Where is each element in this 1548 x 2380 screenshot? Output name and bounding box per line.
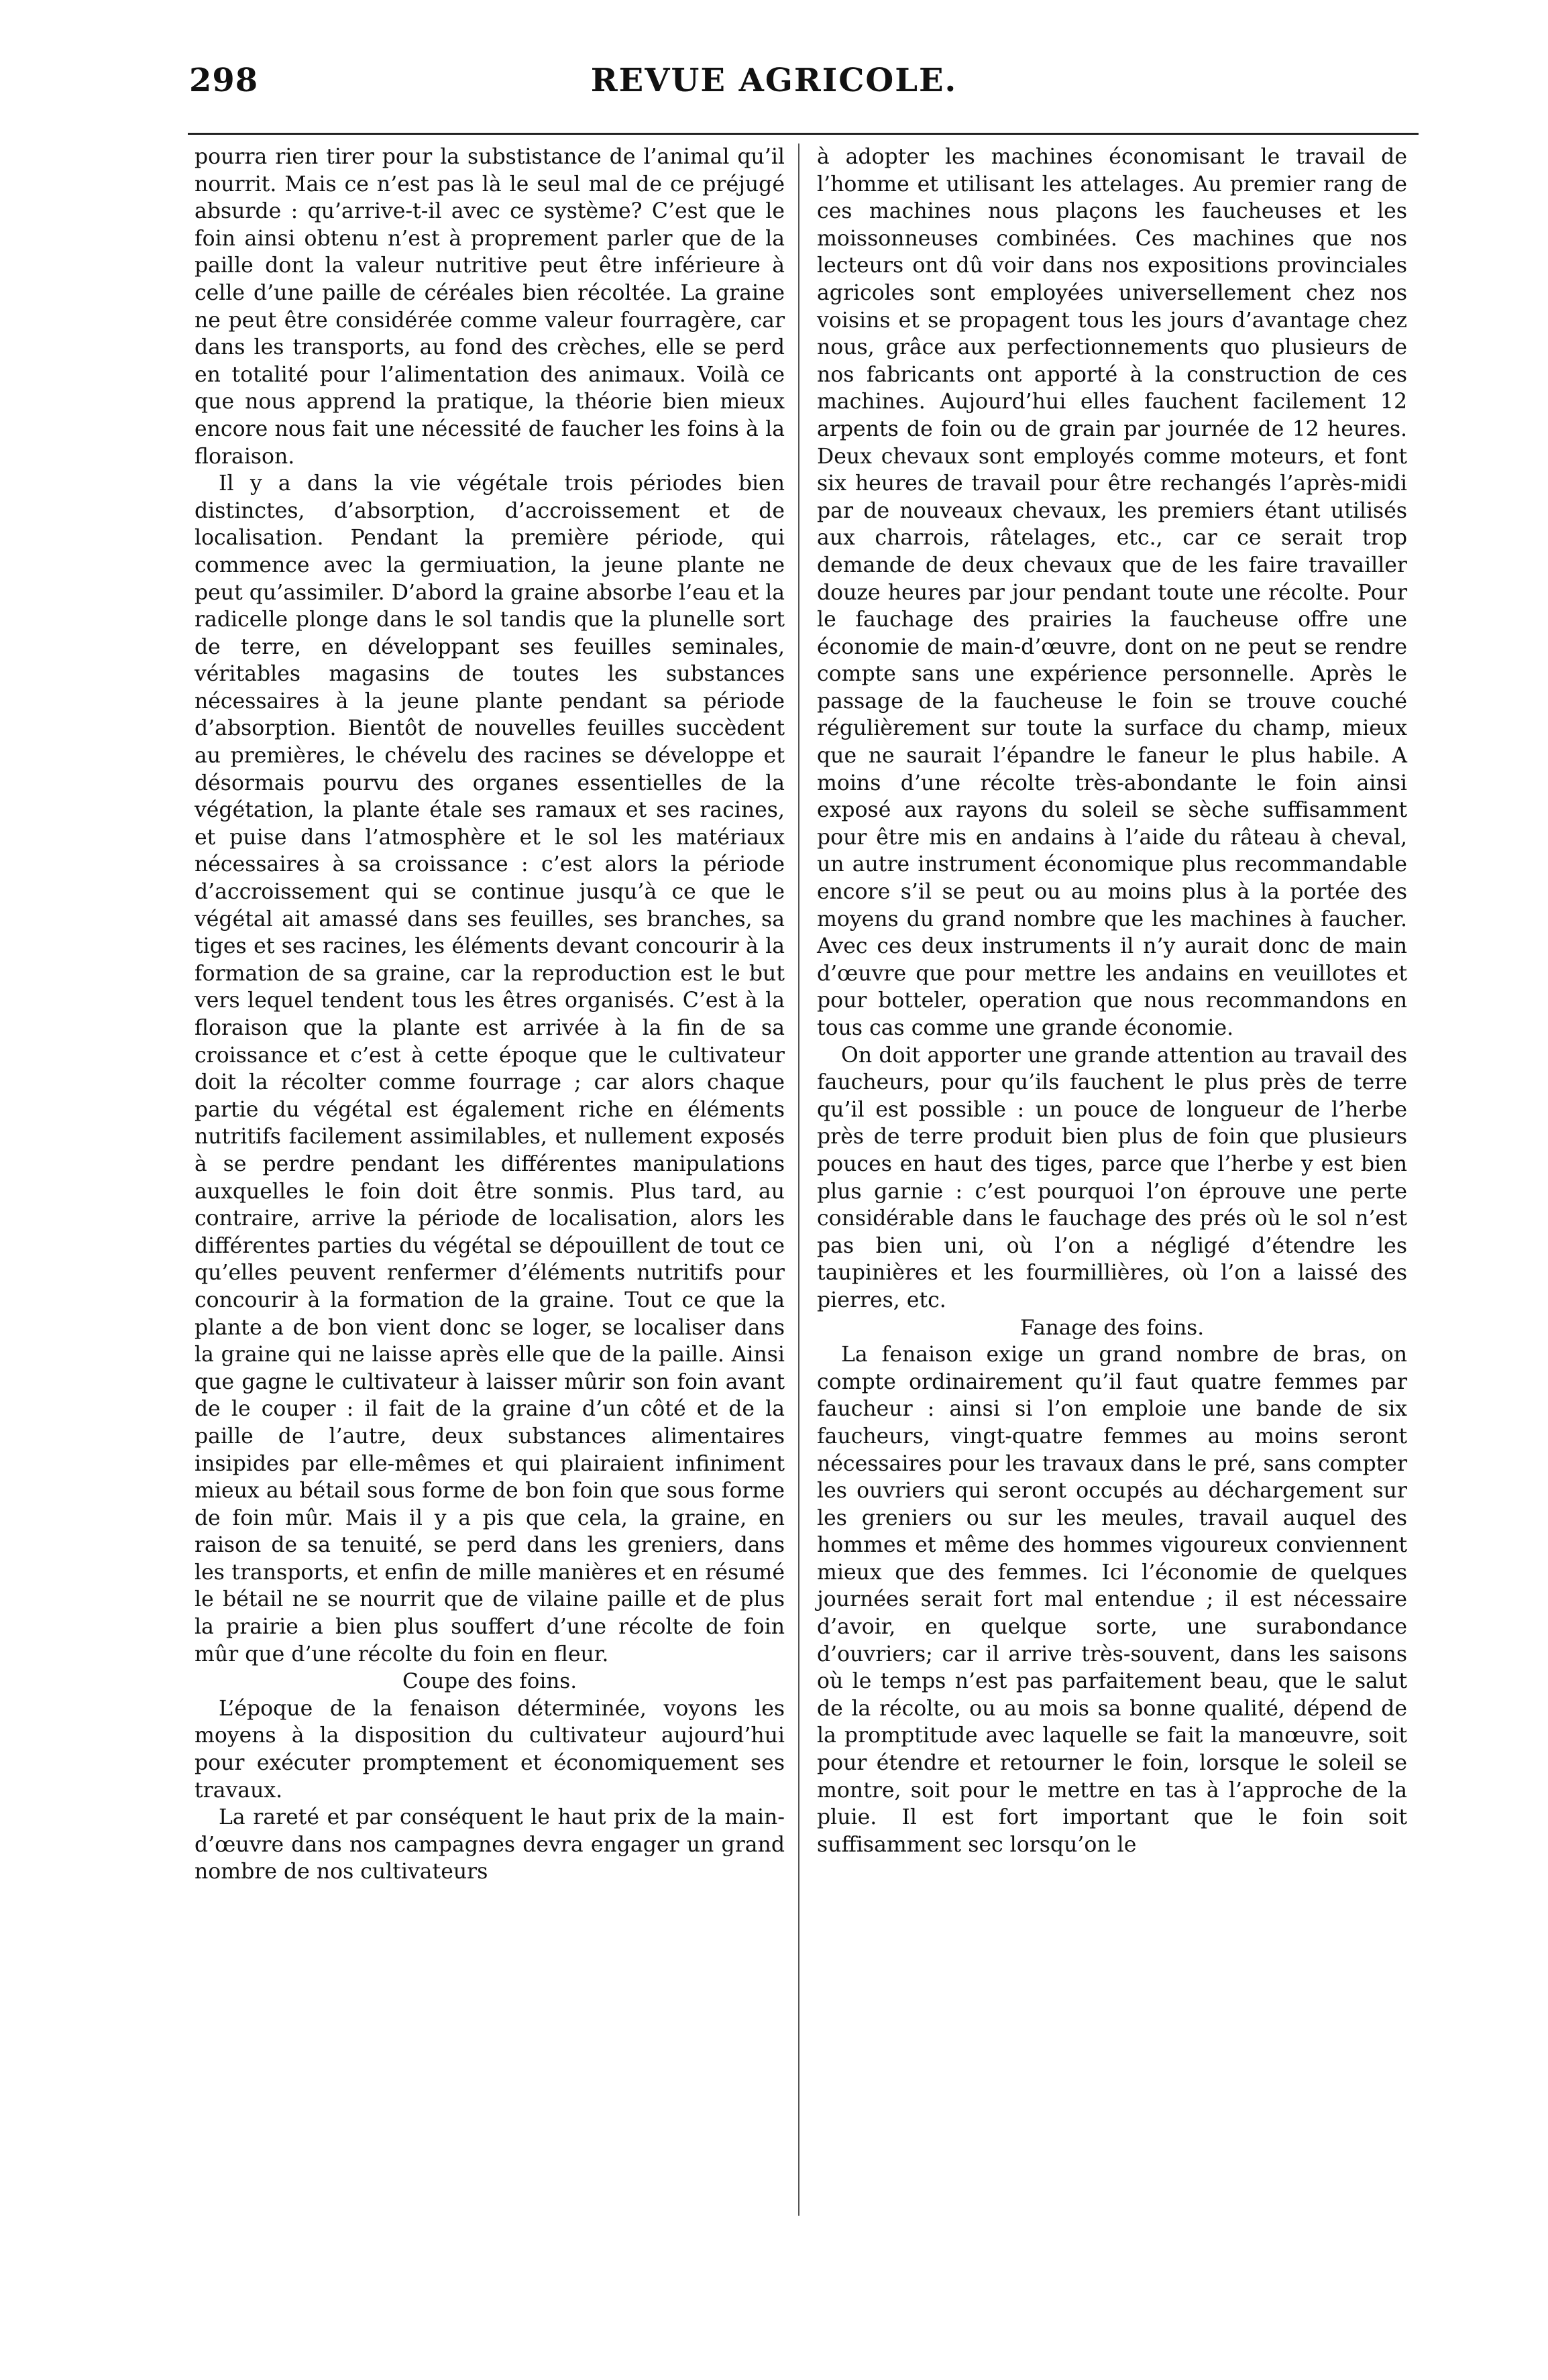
left-column [195, 144, 785, 1886]
paragraph: L’époque de la fenaison déterminée, voyons les moyens à la disposition du cultivateur aujourd’hui pour exécuter promptement et économiquement ses travaux. [195, 1696, 785, 1803]
header-rule [188, 133, 1419, 135]
paragraph: La fenaison exige un grand nombre de bras, on compte ordinairement qu’il faut quatre femmes par faucheur : ainsi si l’on emploie une bande de six faucheurs, vingt-quatre femmes au moins seront nécessaires pour les travaux dans le pré, sans compter les ouvriers qui seront occupés au déchargement sur les greniers ou sur les meules, travail auquel des hommes et même des hommes vigoureux conviennent mieux que des femmes. Ici l’économie de quelques journées serait fort mal entendue ; il est nécessaire d’avoir, en quelque sorte, une surabondance d’ouvriers; car il arrive très-souvent, dans les saisons où le temps n’est pas parfaitement beau, que le salut de la récolte, ou au mois sa bonne qualité, dépend de la promptitude avec laquelle se fait la manœuvre, soit pour étendre et retourner le foin, lorsque le soleil se montre, soit pour le mettre en tas à l’approche de la pluie. Il est fort important que le foin soit suffisamment sec lorsqu’on le [817, 1343, 1407, 1857]
section-heading: Fanage des foins. [1019, 1315, 1205, 1340]
paragraph: On doit apporter une grande attention au travail des faucheurs, pour qu’ils fauchent le plus près de terre qu’il est possible : un pouce de longueur de l’herbe près de terre produit bien plus de foin que plusieurs pouces en haut des tiges, parce que l’herbe y est bien plus garnie : c’est pourquoi l’on éprouve une perte considérable dans le fauchage des prés où le sol n’est pas bien uni, où l’on a négligé d’étendre les taupinières et les fourmillières, où l’on a laissé des pierres, etc. [817, 1043, 1407, 1312]
right-column [817, 144, 1407, 1858]
page-number: 298 [189, 62, 259, 99]
paragraph: à adopter les machines économisant le travail de l’homme et utilisant les attelages. Au premier rang de ces machines nous plaçons les faucheuses et les moissonneuses combinées. Ces machines que nos lecteurs ont dû voir dans nos expositions provinciales agricoles sont employées universellement chez nos voisins et se propagent tous les jours d’avantage chez nous, grâce aux perfectionnements quo plusieurs de nos fabricants ont apporté à la construction de ces machines. Aujourd’hui elles fauchent facilement 12 arpents de foin ou de grain par journée de 12 heures. Deux chevaux sont employés comme moteurs, et font six heures de travail pour être rechangés l’après-midi par de nouveaux chevaux, les premiers étant utilisés aux charrois, râtelages, etc., car ce serait trop demande de deux chevaux que de les faire travailler douze heures par jour pendant toute une récolte. Pour le fauchage des prairies la faucheuse offre une économie de main-d’œuvre, dont on ne peut se rendre compte sans une expérience personnelle. Après le passage de la faucheuse le foin se trouve couché régulièrement sur toute la surface du champ, mieux que ne saurait l’épandre le faneur le plus habile. A moins d’une récolte très-abondante le foin ainsi exposé aux rayons du soleil se sèche suffisamment pour être mis en andains à l’aide du râteau à cheval, un autre instrument économique plus recommandable encore s’il se peut ou au moins plus à la portée des moyens du grand nombre que les machines à faucher. Avec ces deux instruments il n’y aurait donc de main d’œuvre que pour mettre les andains en veuillotes et pour botteler, operation que nous recommandons en tous cas comme une grande économie. [817, 145, 1407, 1040]
running-head: REVUE AGRICOLE. [590, 62, 958, 99]
paragraph: pourra rien tirer pour la substistance de l’animal qu’il nourrit. Mais ce n’est pas là le seul mal de ce préjugé absurde : qu’arrive-t-il avec ce système? C’est que le foin ainsi obtenu n’est à proprement parler que de la paille dont la valeur nutritive peut être inférieure à celle d’une paille de céréales bien récoltée. La graine ne peut être considérée comme valeur fourragère, car dans les transports, au fond des crèches, elle se perd en totalité pour l’alimentation des animaux. Voilà ce que nous apprend la pratique, la théorie bien mieux encore nous fait une nécessité de faucher les foins à la floraison. [195, 145, 785, 469]
section-heading: Coupe des foins. [402, 1669, 577, 1694]
column-divider [798, 144, 799, 2216]
paragraph: Il y a dans la vie végétale trois périodes bien distinctes, d’absorption, d’accroissement et de localisation. Pendant la première période, qui commence avec la germiuation, la jeune plante ne peut qu’assimiler. D’abord la graine absorbe l’eau et la radicelle plonge dans le sol tandis que la plunelle sort de terre, en développant ses feuilles seminales, véritables magasins de toutes les substances nécessaires à la jeune plante pendant sa période d’absorption. Bientôt de nouvelles feuilles succèdent au premières, le chévelu des racines se développe et désormais pourvu des organes essentielles de la végétation, la plante étale ses ramaux et ses racines, et puise dans l’atmosphère et le sol les matériaux nécessaires à sa croissance : c’est alors la période d’accroissement qui se continue jusqu’à ce que le végétal ait amassé dans ses feuilles, ses branches, sa tiges et ses racines, les éléments devant concourir à la formation de sa graine, car la reproduction est le but vers lequel tendent tous les êtres organisés. C’est à la floraison que la plante est arrivée à la fin de sa croissance et c’est à cette époque que le cultivateur doit la récolter comme fourrage ; car alors chaque partie du végétal est également riche en éléments nutritifs facilement assimilables, et nullement exposés à se perdre pendant les différentes manipulations auxquelles le foin doit être sonmis. Plus tard, au contraire, arrive la période de localisation, alors les différentes parties du végétal se dépouillent de tout ce qu’elles peuvent renfermer d’éléments nutritifs pour concourir à la formation de la graine. Tout ce que la plante a de bon vient donc se loger, se localiser dans la graine qui ne laisse après elle que de la paille. Ainsi que gagne le cultivateur à laisser mûrir son foin avant de le couper : il fait de la graine d’un côté et de la paille de l’autre, deux substances alimentaires insipides par elle-mêmes et qui plairaient infiniment mieux au bétail sous forme de bon foin que sous forme de foin mûr. Mais il y a pis que cela, la graine, en raison de sa tenuité, se perd dans les greniers, dans les transports, et enfin de mille manières et en résumé le bétail ne se nourrit que de vilaine paille et de plus la prairie a bien plus souffert d’une récolte de foin mûr que d’une récolte du foin en fleur. [195, 471, 785, 1666]
paragraph: La rareté et par conséquent le haut prix de la main-d’œuvre dans nos campagnes devra engager un grand nombre de nos cultivateurs [195, 1805, 785, 1884]
